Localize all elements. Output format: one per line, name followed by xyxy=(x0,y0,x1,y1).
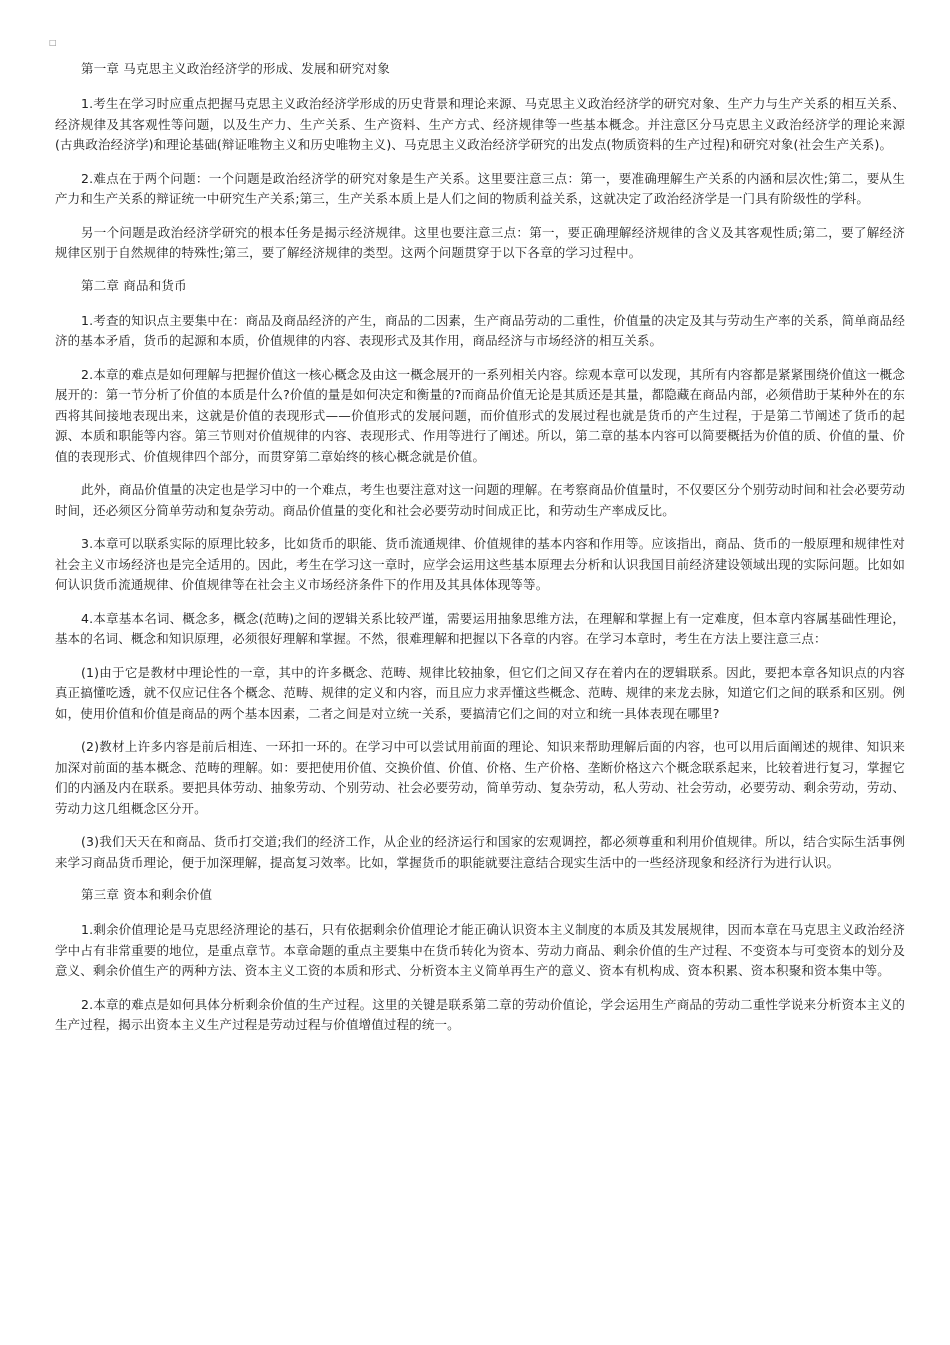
chapter-2-paragraph-1: 1.考查的知识点主要集中在：商品及商品经济的产生，商品的二因素，生产商品劳动的二重性，价值量的决定及其与劳动生产率的关系，简单商品经济的基本矛盾，货币的起源和本质，价值规律的内容、表现形式及其作用，商品经济与市场经济的相互关系。 xyxy=(55,312,905,348)
chapter-1-paragraph-3: 另一个问题是政治经济学研究的根本任务是揭示经济规律。这里也要注意三点：第一，要正确理解经济规律的含义及其客观性质;第二，要了解经济规律区别于自然规律的特殊性;第三，要了解经济规律的类型。这两个问题贯穿于以下各章的学习过程中。 xyxy=(55,224,905,260)
chapter-1-paragraph-1: 1.考生在学习时应重点把握马克思主义政治经济学形成的历史背景和理论来源、马克思主义政治经济学的研究对象、生产力与生产关系的相互关系、经济规律及其客观性等问题，以及生产力、生产关系、生产资料、生产方式、经济规律等一些基本概念。并注意区分马克思主义政治经济学的理论来源(古典政治经济学)和理论基础(辩证唯物主义和历史唯物主义)、马克思主义政治经济学研究的出发点(物质资料的生产过程)和研究对象(社会生产关系)。 xyxy=(55,96,905,152)
corner-mark: □ xyxy=(49,38,57,47)
chapter-3-heading: 第三章 资本和剩余价值 xyxy=(81,887,213,902)
chapter-2-paragraph-7: (2)教材上许多内容是前后相连、一环扣一环的。在学习中可以尝试用前面的理论、知识来帮助理解后面的内容，也可以用后面阐述的规律、知识来加深对前面的基本概念、范畴的理解。如：要把使用价值、交换价值、价值、价格、生产价格、垄断价格这六个概念联系起来，比较着进行复习，掌握它们的内涵及内在联系。要把具体劳动、抽象劳动、个别劳动、社会必要劳动，简单劳动、复杂劳动，私人劳动、社会劳动，必要劳动、剩余劳动，劳动、劳动力这几组概念区分开。 xyxy=(55,739,905,816)
chapter-2-paragraph-5: 4.本章基本名词、概念多，概念(范畴)之间的逻辑关系比较严谨，需要运用抽象思维方法，在理解和掌握上有一定难度，但本章内容属基础性理论，基本的名词、概念和知识原理，必须很好理解和掌握。不然，很难理解和把握以下各章的内容。在学习本章时，考生在方法上要注意三点： xyxy=(55,610,905,646)
chapter-2-paragraph-6: (1)由于它是教材中理论性的一章，其中的许多概念、范畴、规律比较抽象，但它们之间又存在着内在的逻辑联系。因此，要把本章各知识点的内容真正搞懂吃透，就不仅应记住各个概念、范畴、规律的定义和内容，而且应力求弄懂这些概念、范畴、规律的来龙去脉，知道它们之间的联系和区别。例如，使用价值和价值是商品的两个基本因素，二者之间是对立统一关系，要搞清它们之间的对立和统一具体表现在哪里? xyxy=(55,664,905,721)
chapter-3-paragraph-2: 2.本章的难点是如何具体分析剩余价值的生产过程。这里的关键是联系第二章的劳动价值论，学会运用生产商品的劳动二重性学说来分析资本主义的生产过程，揭示出资本主义生产过程是劳动过程与价值增值过程的统一。 xyxy=(55,996,905,1032)
chapter-2-paragraph-3: 此外，商品价值量的决定也是学习中的一个难点，考生也要注意对这一问题的理解。在考察商品价值量时，不仅要区分个别劳动时间和社会必要劳动时间，还必须区分简单劳动和复杂劳动。商品价值量的变化和社会必要劳动时间成正比，和劳动生产率成反比。 xyxy=(55,482,905,518)
document-page xyxy=(49,38,905,1049)
chapter-2-paragraph-8: (3)我们天天在和商品、货币打交道;我们的经济工作，从企业的经济运行和国家的宏观调控，都必须尊重和利用价值规律。所以，结合实际生活事例来学习商品货币理论，便于加深理解，提高复习效率。比如，掌握货币的职能就要注意结合现实生活中的一些经济现象和经济行为进行认识。 xyxy=(55,834,905,870)
chapter-1-heading: 第一章 马克思主义政治经济学的形成、发展和研究对象 xyxy=(81,61,390,76)
chapter-2-heading: 第二章 商品和货币 xyxy=(81,277,187,293)
chapter-1-paragraph-2: 2.难点在于两个问题：一个问题是政治经济学的研究对象是生产关系。这里要注意三点：第一，要准确理解生产关系的内涵和层次性;第二，要从生产力和生产关系的辩证统一中研究生产关系;第三，生产关系本质上是人们之间的物质利益关系，这就决定了政治经济学是一门具有阶级性的学科。 xyxy=(55,170,905,206)
chapter-2-paragraph-4: 3.本章可以联系实际的原理比较多，比如货币的职能、货币流通规律、价值规律的基本内容和作用等。应该指出，商品、货币的一般原理和规律性对社会主义市场经济也是完全适用的。因此，考生在学习这一章时，应学会运用这些基本原理去分析和认识我国目前经济建设领域出现的实际问题。比如如何认识货币流通规律、价值规律等在社会主义市场经济条件下的作用及其具体体现等等。 xyxy=(55,536,905,592)
chapter-3-paragraph-1: 1.剩余价值理论是马克思经济理论的基石，只有依据剩余价值理论才能正确认识资本主义制度的本质及其发展规律，因而本章在马克思主义政治经济学中占有非常重要的地位，是重点章节。本章命题的重点主要集中在货币转化为资本、劳动力商品、剩余价值的生产过程、不变资本与可变资本的划分及意义、剩余价值生产的两种方法、资本主义工资的本质和形式、分析资本主义简单再生产的意义、资本有机构成、资本积累、资本积聚和资本集中等。 xyxy=(55,922,905,978)
chapter-2-paragraph-2: 2.本章的难点是如何理解与把握价值这一核心概念及由这一概念展开的一系列相关内容。综观本章可以发现，其所有内容都是紧紧围绕价值这一概念展开的：第一节分析了价值的本质是什么?价值的量是如何决定和衡量的?而商品价值无论是其质还是其量，都隐藏在商品内部，必须借助于某种外在的东西将其间接地表现出来，这就是价值的表现形式——价值形式的发展问题，而价值形式的发展过程也就是货币的产生过程，于是第二节阐述了货币的起源、本质和职能等内容。第三节则对价值规律的内容、表现形式、作用等进行了阐述。所以，第二章的基本内容可以简要概括为价值的质、价值的量、价值的表现形式、价值规律四个部分，而贯穿第二章始终的核心概念就是价值。 xyxy=(55,366,905,464)
